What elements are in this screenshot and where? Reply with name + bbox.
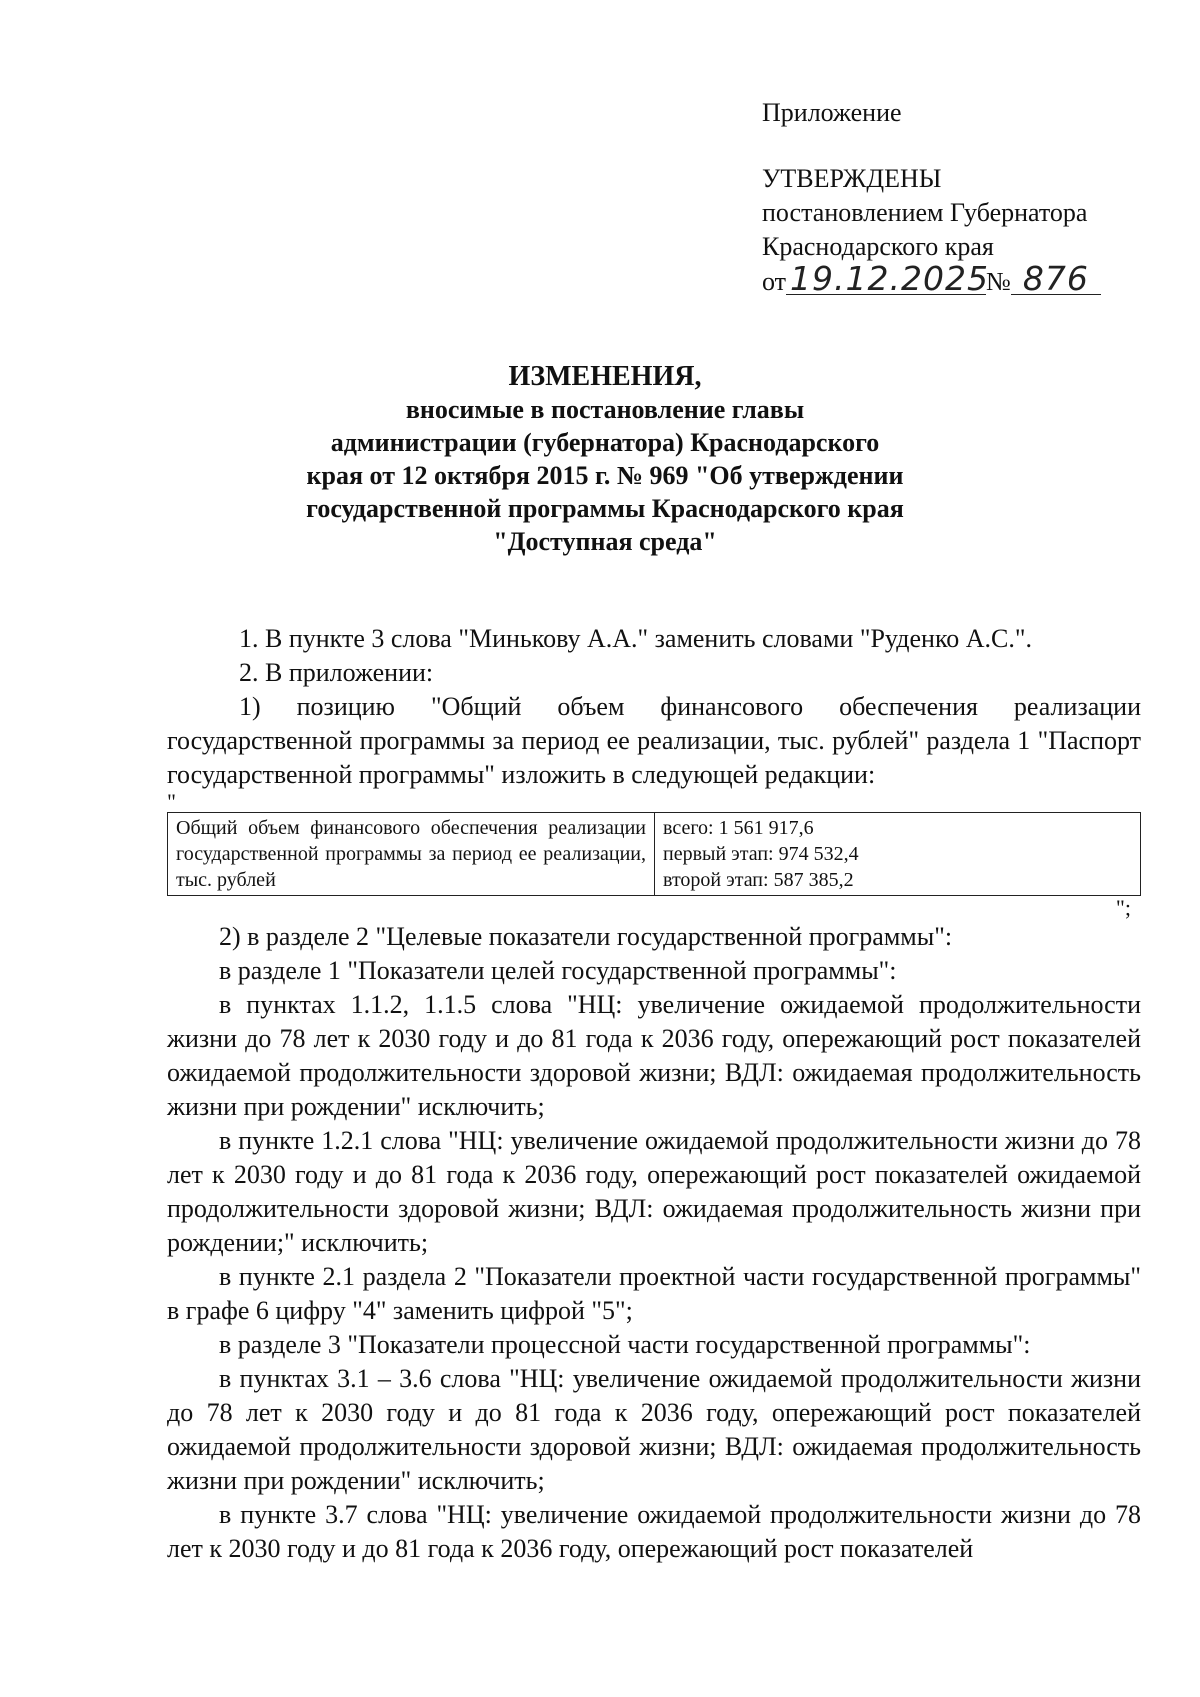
paragraph-2: 2. В приложении: (239, 658, 434, 687)
paragraph-10: в пунктах 3.1 – 3.6 слова "НЦ: увеличение ожидаемой продолжительности жизни до 78 лет к 2030 году и до 81 года к 2036 году, опережающий рост показателей ожидаемой продолжительности здоровой жизни; ВДЛ: ожидаемая продолжительность жизни при рождении" исключить; (167, 1364, 1141, 1495)
number-prefix: № (986, 267, 1011, 296)
paragraph-1: 1. В пункте 3 слова "Минькову А.А." заменить словами "Руденко А.С.". (239, 624, 1032, 653)
heading-line-1: вносимые в постановление главы (405, 395, 805, 424)
paragraph-11: в пункте 3.7 слова "НЦ: увеличение ожидаемой продолжительности жизни до 78 лет к 2030 году и до 81 года к 2036 году, опережающий рост показателей (167, 1500, 1141, 1563)
paragraph-6: в пунктах 1.1.2, 1.1.5 слова "НЦ: увеличение ожидаемой продолжительности жизни до 78 лет к 2030 году и до 81 года к 2036 году, опережающий рост показателей ожидаемой продолжительности здоровой жизни; ВДЛ: ожидаемая продолжительность жизни при рождении" исключить; (167, 990, 1141, 1121)
handwritten-date: 19.12.2025 (786, 264, 986, 295)
stage-2-value: второй этап: 587 385,2 (663, 869, 854, 891)
approved-by-line-1: постановлением Губернатора (762, 198, 1088, 227)
stage-1-value: первый этап: 974 532,4 (663, 843, 859, 865)
paragraph-4: 2) в разделе 2 "Целевые показатели государственной программы": (219, 922, 953, 951)
date-prefix: от (762, 267, 787, 296)
table-row (168, 813, 1141, 896)
close-quote: "; (1115, 895, 1131, 920)
approved-label: УТВЕРЖДЕНЫ (762, 164, 942, 193)
paragraph-5: в разделе 1 "Показатели целей государственной программы": (219, 956, 897, 985)
heading-line-3: края от 12 октября 2015 г. № 969 "Об утверждении (306, 461, 904, 490)
document-title: ИЗМЕНЕНИЯ, (508, 361, 702, 392)
paragraph-9: в разделе 3 "Показатели процессной части государственной программы": (219, 1330, 1031, 1359)
passport-value-cell (655, 813, 1141, 896)
handwritten-number: 876 (1011, 264, 1101, 295)
document-body (167, 622, 1141, 1566)
appendix-label: Приложение (762, 98, 902, 127)
approved-by-line-2: Краснодарского края (762, 232, 994, 261)
passport-table (167, 812, 1141, 896)
paragraph-8: в пункте 2.1 раздела 2 "Показатели проектной части государственной программы" в графе 6 цифру "4" заменить цифрой "5"; (167, 1262, 1141, 1325)
heading-line-4: государственной программы Краснодарского края (306, 494, 904, 523)
paragraph-3: 1) позицию "Общий объем финансового обеспечения реализации государственной программы за период ее реализации, тыс. рублей" раздела 1 "Паспорт государственной программы" изложить в следующей редакции: (167, 692, 1141, 789)
date-number-line (762, 259, 1182, 299)
open-quote: " (167, 789, 176, 814)
heading-line-2: администрации (губернатора) Краснодарского (330, 428, 880, 457)
total-value: всего: 1 561 917,6 (663, 817, 814, 839)
document-heading (240, 360, 970, 558)
paragraph-7: в пункте 1.2.1 слова "НЦ: увеличение ожидаемой продолжительности жизни до 78 лет к 2030 году и до 81 года к 2036 году, опережающий рост показателей ожидаемой продолжительности здоровой жизни; ВДЛ: ожидаемая продолжительность жизни при рождении;" исключить; (167, 1126, 1141, 1257)
passport-label-cell: Общий объем финансового обеспечения реализации государственной программы за период ее реализации, тыс. рублей (168, 813, 655, 896)
heading-line-5: "Доступная среда" (493, 527, 717, 556)
approval-block (762, 96, 1182, 299)
